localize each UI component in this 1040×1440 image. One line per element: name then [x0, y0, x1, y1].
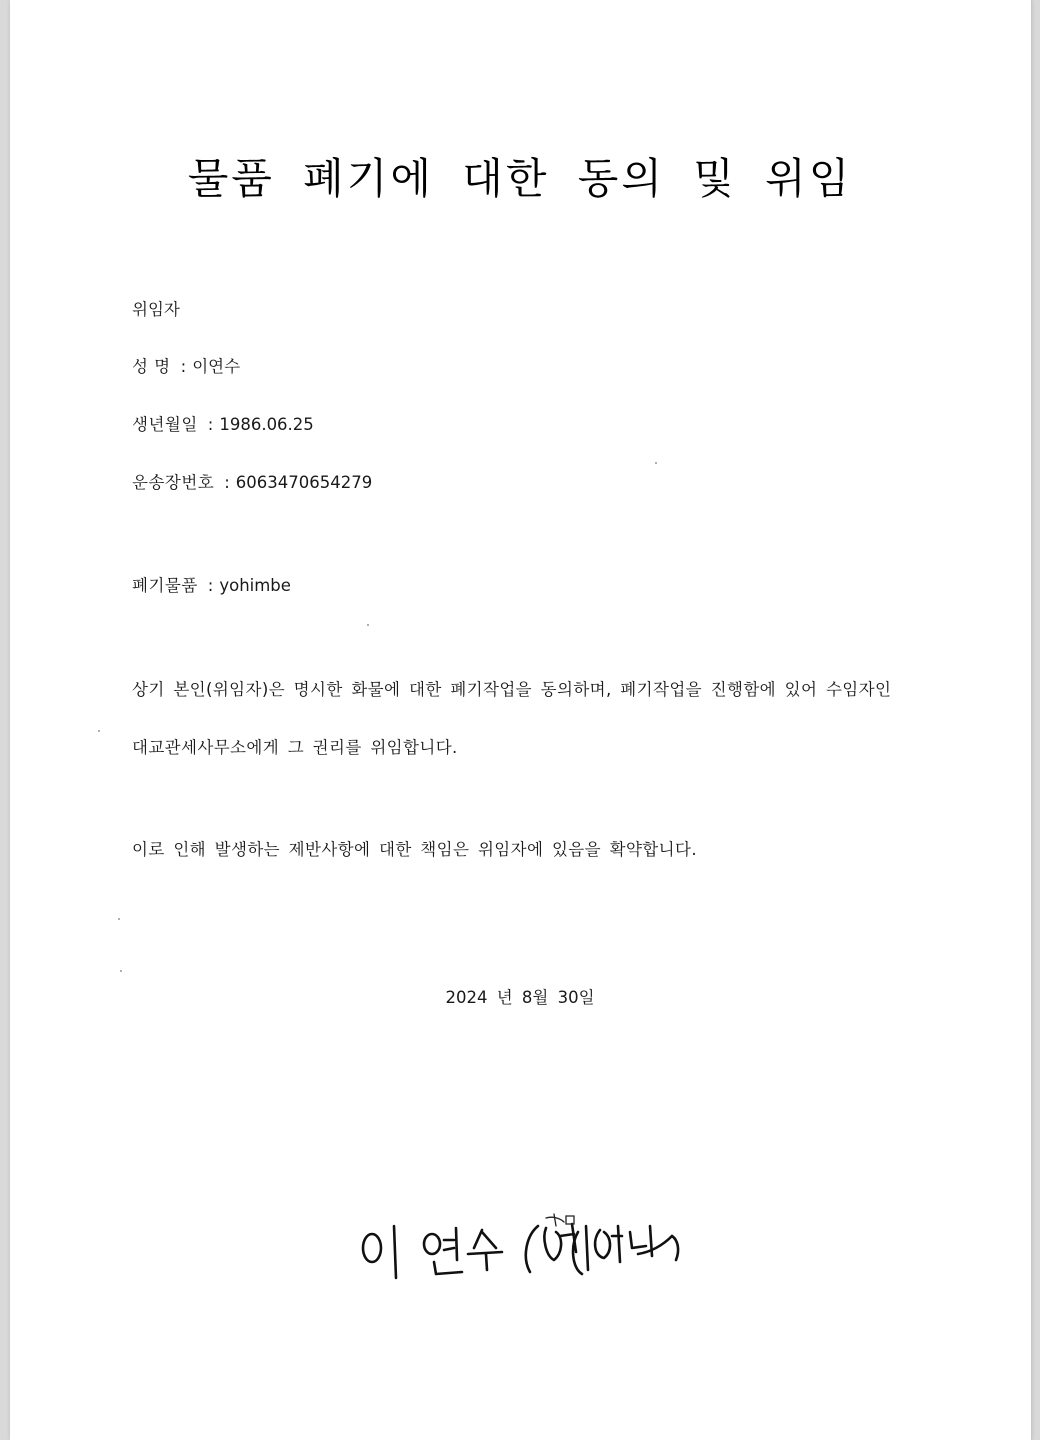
scan-speck [118, 918, 120, 920]
sig-stroke-7 [468, 1252, 502, 1270]
sig-stroke-1 [363, 1234, 381, 1262]
disposal-item-value: yohimbe [219, 576, 291, 595]
tracking-number-field [132, 469, 372, 493]
disposal-item-field [132, 572, 291, 596]
sig-stroke-3 [424, 1234, 440, 1254]
sig-stroke-15 [566, 1216, 574, 1224]
birthdate-field [132, 411, 314, 435]
scan-speck [655, 462, 657, 464]
name-separator: : [180, 357, 187, 376]
sig-stroke-11 [595, 1226, 622, 1262]
consent-paragraph-line-2: 대교관세사무소에게 그 권리를 위임합니다. [132, 738, 458, 757]
sig-stroke-6 [474, 1230, 496, 1248]
disposal-item-label: 폐기물품 [132, 576, 198, 595]
birthdate-separator: : [207, 415, 214, 434]
consent-paragraph-line-1: 상기 본인(위임자)은 명시한 화물에 대한 폐기작업을 동의하며, 폐기작업을 진행함에 있어 수임자인 [132, 680, 892, 699]
sig-stroke-12 [630, 1226, 672, 1256]
name-label: 성 명 [132, 357, 171, 376]
scan-speck [120, 970, 122, 972]
principal-section-label: 위임자 [132, 300, 180, 319]
scan-speck [98, 730, 100, 732]
disposal-item-separator: : [207, 576, 214, 595]
sig-stroke-14 [546, 1214, 564, 1226]
name-field [132, 353, 240, 377]
document-title: 물품 폐기에 대한 동의 및 위임 [187, 154, 853, 203]
sig-stroke-4 [444, 1228, 457, 1260]
sig-stroke-5 [434, 1262, 462, 1274]
page-edge [1031, 0, 1032, 1440]
handwritten-signature [350, 1196, 710, 1296]
sig-stroke-2 [394, 1226, 396, 1278]
scan-speck [367, 624, 369, 626]
birthdate-value: 1986.06.25 [219, 415, 314, 434]
document-date: 2024 년 8월 30일 [445, 988, 595, 1007]
tracking-number-separator: : [224, 473, 230, 492]
sig-stroke-8 [526, 1226, 538, 1272]
responsibility-paragraph: 이로 인해 발생하는 제반사항에 대한 책임은 위임자에 있음을 확약합니다. [132, 840, 697, 859]
sig-stroke-9 [544, 1224, 576, 1260]
sig-stroke-13 [672, 1236, 678, 1260]
tracking-number-value: 6063470654279 [235, 473, 373, 492]
tracking-number-label: 운송장번호 [132, 473, 215, 492]
name-value: 이연수 [192, 357, 241, 376]
birthdate-label: 생년월일 [132, 415, 198, 434]
